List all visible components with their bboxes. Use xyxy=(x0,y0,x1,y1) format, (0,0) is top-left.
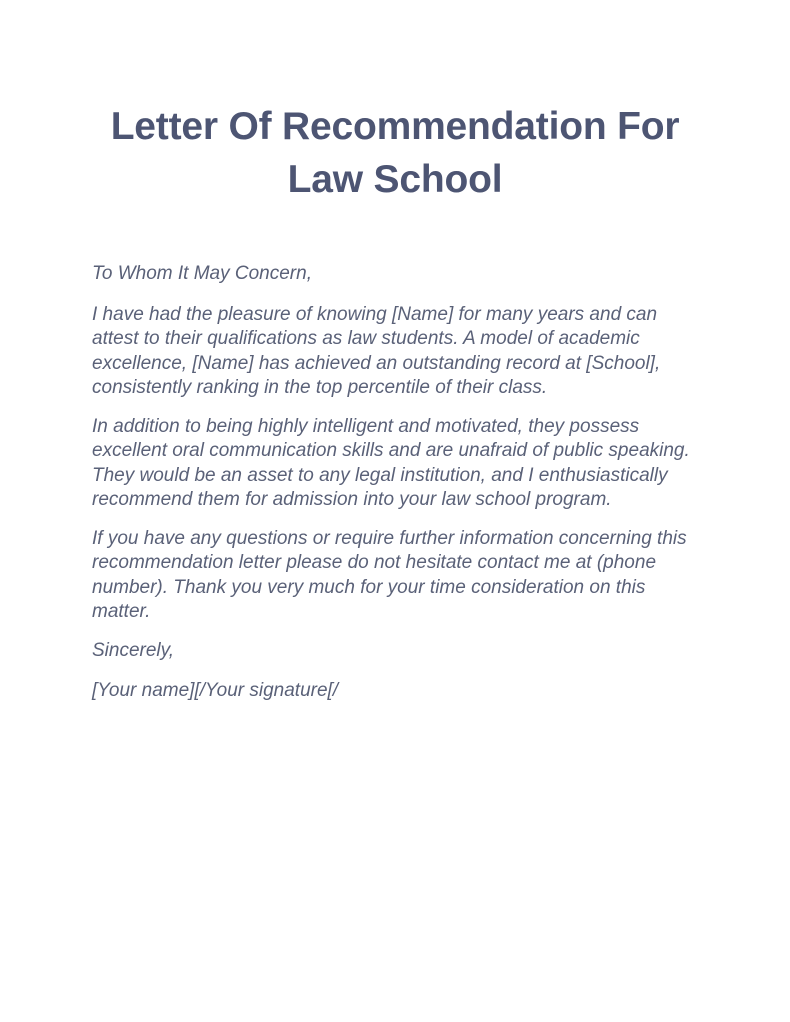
letter-body xyxy=(92,262,700,704)
letter-paragraph-3: If you have any questions or require further information concerning this recommendation letter please do not hesitate contact me at (phone number). Thank you very much for your time consideration on this matter. xyxy=(92,527,692,622)
letter-paragraph-2: In addition to being highly intelligent and motivated, they possess excellent oral communication skills and are unafraid of public speaking. They would be an asset to any legal institution, and I enthusiastically recommend them for admission into your law school program. xyxy=(92,415,696,510)
letter-signature: [Your name][/Your signature[/ xyxy=(92,680,339,701)
letter-paragraph-1: I have had the pleasure of knowing [Name] for many years and can attest to their qualifications as law students. A model of academic excellence, [Name] has achieved an outstanding record at [School], consistently ranking in the top percentile of their class. xyxy=(92,303,666,398)
page-title-line-2: Law School xyxy=(287,158,503,201)
page-title xyxy=(0,100,790,206)
letter-salutation: To Whom It May Concern, xyxy=(92,263,312,284)
page-title-line-1: Letter Of Recommendation For xyxy=(110,105,680,148)
letter-closing: Sincerely, xyxy=(92,639,175,661)
